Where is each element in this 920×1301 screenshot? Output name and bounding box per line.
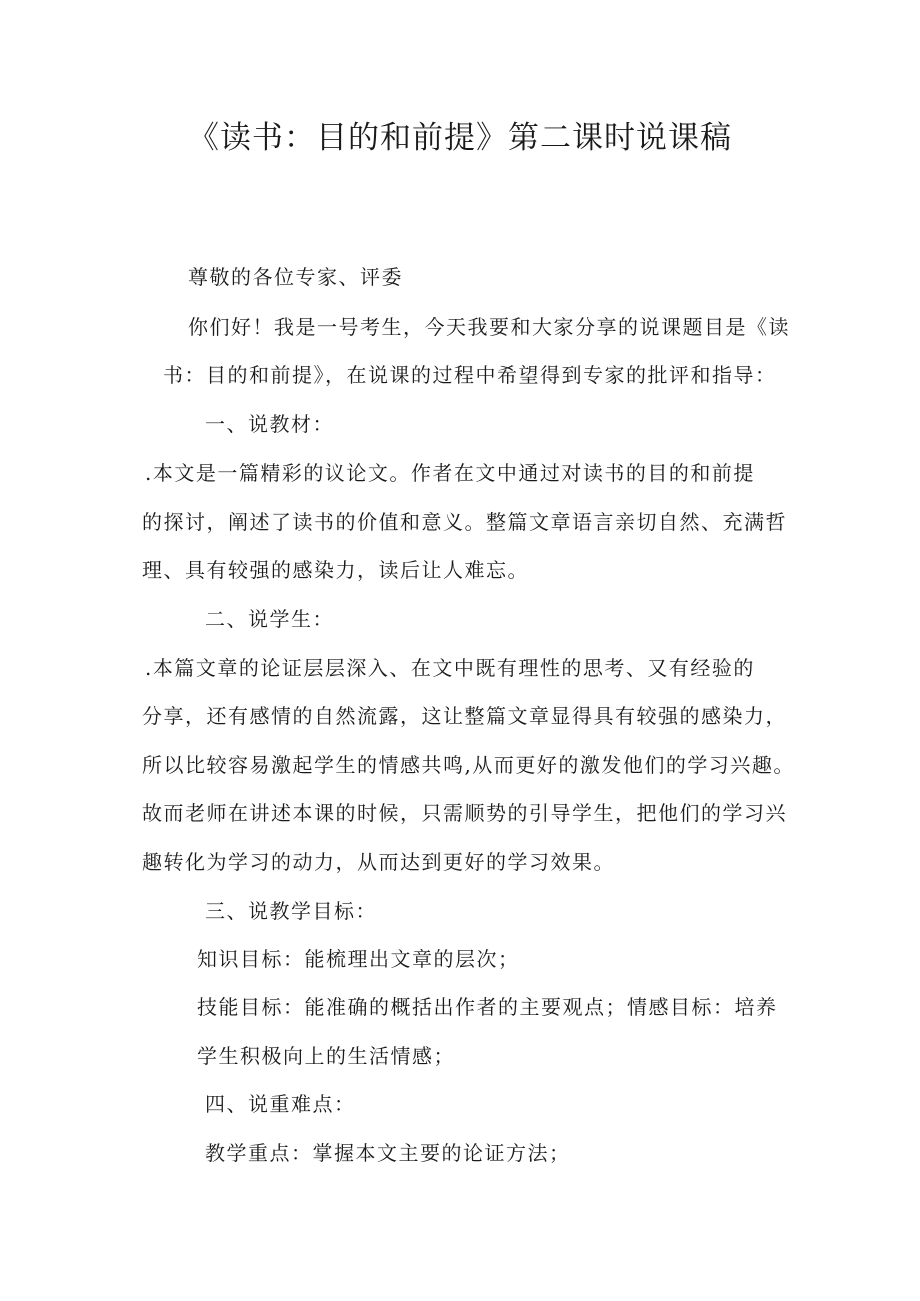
section2-line-1: .本篇文章的论证层层深入、在文中既有理性的思考、又有经验的 — [145, 656, 755, 680]
knowledge-objective: 知识目标：能梳理出文章的层次； — [197, 947, 520, 971]
section-heading-key-points: 四、说重难点： — [205, 1092, 356, 1116]
section-heading-objectives: 三、说教学目标： — [205, 899, 377, 923]
section2-line-3: 所以比较容易激起学生的情感共鸣,从而更好的激发他们的学习兴趣。 — [142, 753, 795, 777]
section2-line-4: 故而老师在讲述本课的时候，只需顺势的引导学生，把他们的学习兴 — [142, 801, 787, 825]
section2-line-5: 趣转化为学习的动力，从而达到更好的学习效果。 — [142, 850, 615, 874]
section2-line-2: 分享，还有感情的自然流露，这让整篇文章显得具有较强的感染力， — [142, 704, 787, 728]
skill-objective-line-2: 学生积极向上的生活情感； — [197, 1044, 455, 1068]
intro-line-2: 书：目的和前提》，在说课的过程中希望得到专家的批评和指导： — [163, 363, 777, 387]
greeting: 尊敬的各位专家、评委 — [188, 265, 403, 289]
key-point: 教学重点：掌握本文主要的论证方法； — [205, 1141, 571, 1165]
skill-objective-line-1: 技能目标：能准确的概括出作者的主要观点；情感目标：培养 — [197, 995, 778, 1019]
section1-line-3: 理、具有较强的感染力，读后让人难忘。 — [142, 558, 529, 582]
section-heading-students: 二、说学生： — [205, 607, 334, 631]
section1-line-2: 的探讨，阐述了读书的价值和意义。整篇文章语言亲切自然、充满哲 — [142, 510, 787, 534]
section1-line-1: .本文是一篇精彩的议论文。作者在文中通过对读书的目的和前提 — [145, 461, 755, 485]
page-title: 《读书：目的和前提》第二课时说课稿 — [188, 120, 732, 156]
intro-line-1: 你们好！我是一号考生，今天我要和大家分享的说课题目是《读 — [188, 315, 790, 339]
section-heading-teaching-material: 一、说教材： — [205, 412, 334, 436]
